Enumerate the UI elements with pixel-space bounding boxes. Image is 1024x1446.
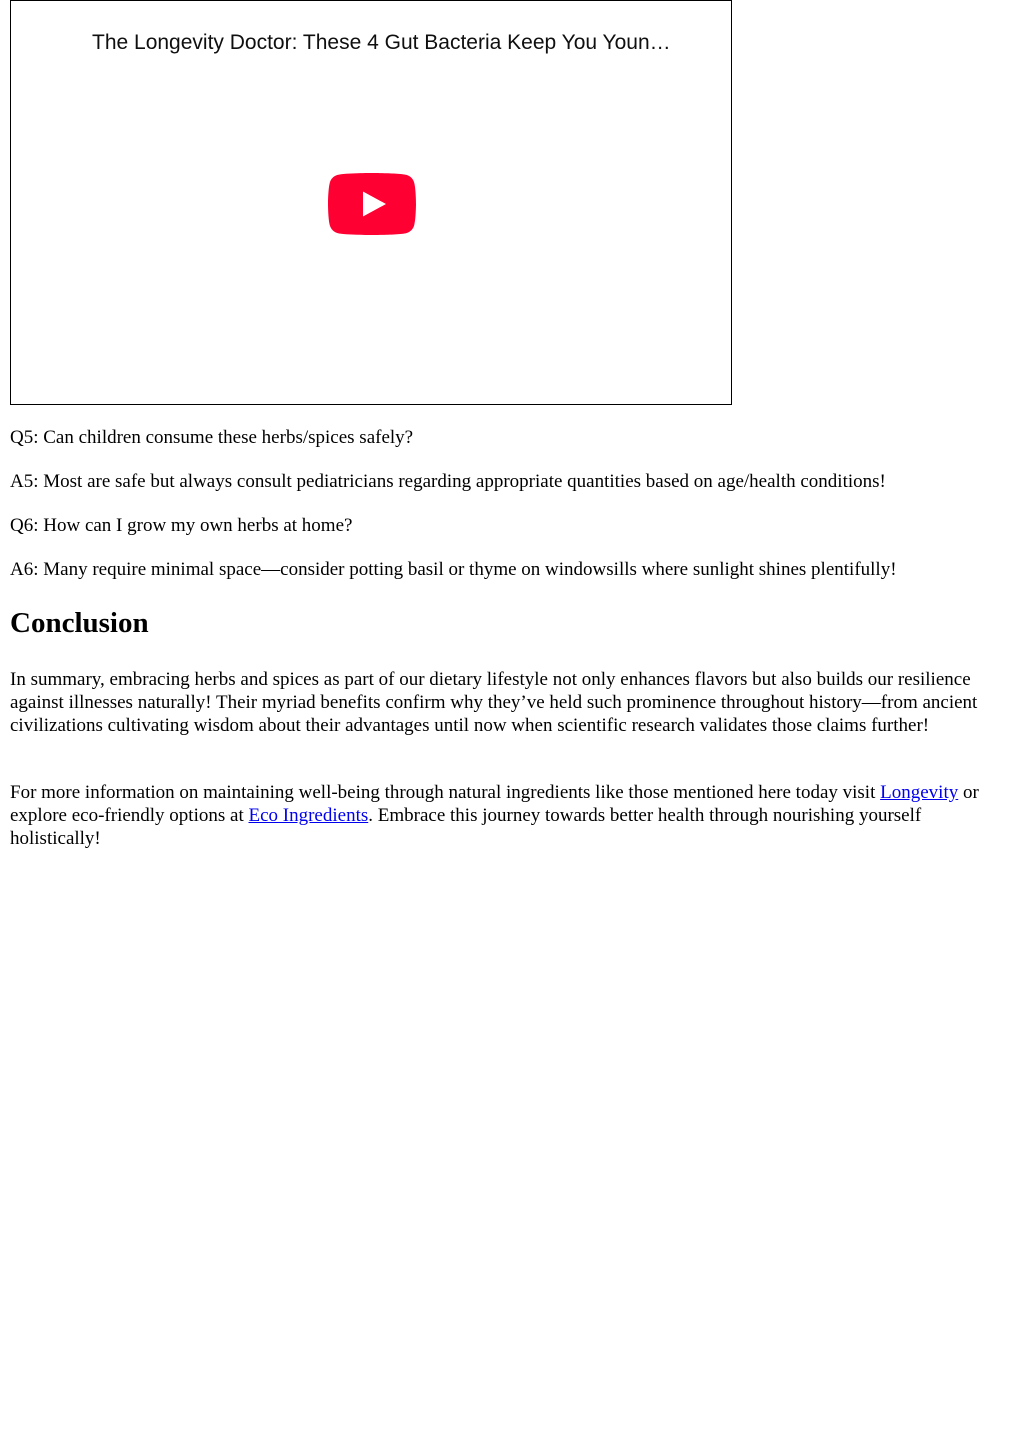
faq-question-5: Q5: Can children consume these herbs/spices safely? [10, 427, 414, 448]
longevity-link[interactable]: Longevity [880, 782, 959, 803]
more-info-text-before: For more information on maintaining well-being through natural ingredients like those mentioned here today visit [10, 782, 881, 803]
faq-answer-5: A5: Most are safe but always consult pediatricians regarding appropriate quantities based on age/health conditions! [10, 471, 886, 492]
faq-question-6: Q6: How can I grow my own herbs at home? [10, 515, 353, 536]
more-info-text-middle: or explore eco-friendly options at [10, 782, 979, 826]
conclusion-heading: Conclusion [10, 607, 149, 639]
more-info-paragraph [10, 781, 995, 850]
article-content [10, 0, 1010, 849]
eco-ingredients-link[interactable]: Eco Ingredients [248, 805, 369, 826]
conclusion-summary: In summary, embracing herbs and spices as part of our dietary lifestyle not only enhances flavors but also builds our resilience against illnesses naturally! Their myriad benefits confirm why they’ve held such prominence throughout history—from ancient civilizations cultivating wisdom about their advantages until now when scientific research validates those claims further! [10, 669, 978, 736]
play-button[interactable] [328, 173, 416, 235]
more-info-text-after: . Embrace this journey towards better health through nourishing yourself holistically! [10, 805, 922, 849]
video-embed[interactable] [10, 0, 732, 405]
faq-answer-6: A6: Many require minimal space—consider potting basil or thyme on windowsills where sunlight shines plentifully! [10, 559, 897, 580]
video-title[interactable]: The Longevity Doctor: These 4 Gut Bacteria Keep You Youn… [92, 31, 671, 54]
youtube-play-icon[interactable] [328, 173, 416, 235]
